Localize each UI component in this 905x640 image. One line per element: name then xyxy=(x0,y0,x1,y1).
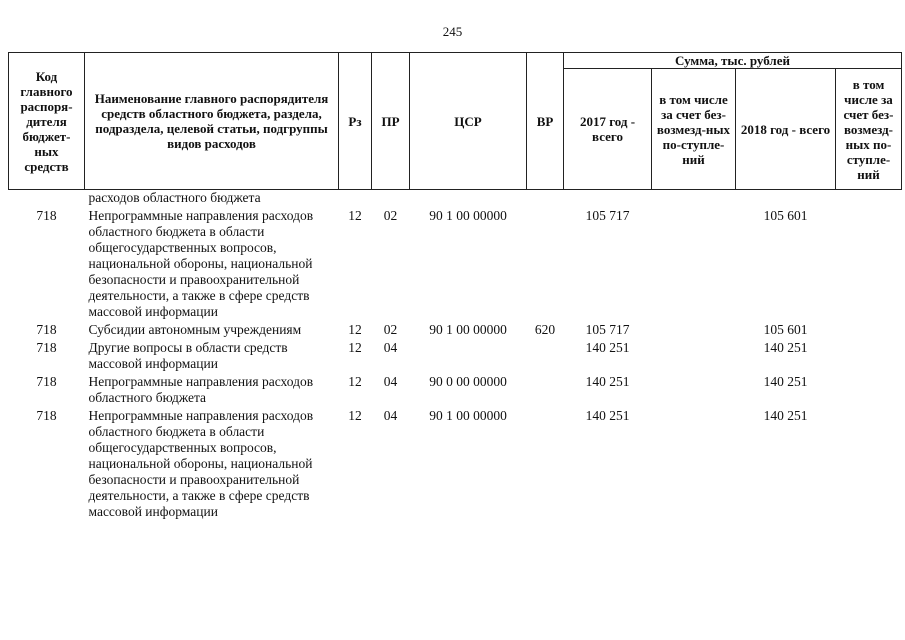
cell-sum-2018: 105 601 xyxy=(763,322,808,337)
cell-rz: 12 xyxy=(348,208,362,223)
cell-pr: 02 xyxy=(383,208,398,223)
header-vr: ВР xyxy=(527,53,564,190)
header-csr: ЦСР xyxy=(410,53,527,190)
continuation-row xyxy=(9,190,902,207)
cell-free-2017 xyxy=(652,206,736,320)
table-header xyxy=(9,53,902,190)
table-row xyxy=(9,372,902,406)
header-pr: ПР xyxy=(372,53,410,190)
cell-vr xyxy=(527,372,564,406)
cell-rz: 12 xyxy=(348,374,362,389)
cell-name: Другие вопросы в области средств массовой информации xyxy=(88,340,288,371)
cell-free-2018 xyxy=(836,320,902,338)
page-number: 245 xyxy=(442,24,463,39)
cell-csr: 90 1 00 00000 xyxy=(429,408,507,423)
header-sum-2018: 2018 год - всего xyxy=(736,69,836,190)
table-row xyxy=(9,206,902,320)
cell-free-2018 xyxy=(836,406,902,520)
table-body xyxy=(9,190,902,521)
cell-rz: 12 xyxy=(348,340,362,355)
cell-sum-2017: 105 717 xyxy=(585,208,630,223)
table-row xyxy=(9,338,902,372)
cell-sum-2018: 105 601 xyxy=(763,208,808,223)
cell-vr xyxy=(527,406,564,520)
cell-rz: 12 xyxy=(348,322,362,337)
cell-pr: 04 xyxy=(383,340,398,355)
cell-free-2017 xyxy=(652,338,736,372)
header-name: Наименование главного распорядителя средств областного бюджета, раздела, подраздела, целевой статьи, подгруппы видов расходов xyxy=(85,53,339,190)
cell-free-2017 xyxy=(652,320,736,338)
cell-csr xyxy=(410,338,527,372)
cell-sum-2018: 140 251 xyxy=(763,408,808,423)
continuation-text: расходов областного бюджета xyxy=(88,190,261,205)
cell-free-2018 xyxy=(836,206,902,320)
cell-csr: 90 0 00 00000 xyxy=(429,374,507,389)
cell-vr xyxy=(527,206,564,320)
cell-name: Субсидии автономным учреждениям xyxy=(88,322,302,337)
cell-vr xyxy=(527,338,564,372)
cell-code: 718 xyxy=(36,408,57,423)
cell-name: Непрограммные направления расходов областного бюджета в области общегосударственных вопросов, национальной обороны, национальной безопасности и правоохранительной деятельности, а также в сфере средств массовой информации xyxy=(88,208,314,319)
cell-code: 718 xyxy=(36,374,57,389)
cell-code: 718 xyxy=(36,322,57,337)
cell-free-2017 xyxy=(652,406,736,520)
header-rz: Рз xyxy=(339,53,372,190)
cell-pr: 04 xyxy=(383,374,398,389)
cell-name: Непрограммные направления расходов областного бюджета в области общегосударственных вопросов, национальной обороны, национальной безопасности и правоохранительной деятельности, а также в сфере средств массовой информации xyxy=(88,408,314,519)
cell-vr: 620 xyxy=(534,322,556,337)
cell-free-2018 xyxy=(836,372,902,406)
cell-csr: 90 1 00 00000 xyxy=(429,322,507,337)
cell-csr: 90 1 00 00000 xyxy=(429,208,507,223)
cell-free-2017 xyxy=(652,372,736,406)
header-sum-group: Сумма, тыс. рублей xyxy=(564,53,902,69)
header-free-2018: в том числе за счет без-возмезд-ных по-ступле-ний xyxy=(836,69,902,190)
cell-rz: 12 xyxy=(348,408,362,423)
cell-sum-2017: 105 717 xyxy=(585,322,630,337)
cell-sum-2017: 140 251 xyxy=(585,340,630,355)
budget-table xyxy=(8,52,902,520)
cell-sum-2017: 140 251 xyxy=(585,374,630,389)
cell-pr: 04 xyxy=(383,408,398,423)
cell-name: Непрограммные направления расходов областного бюджета xyxy=(88,374,314,405)
header-code: Код главного распоря-дителя бюджет-ных средств xyxy=(9,53,85,190)
table-row xyxy=(9,320,902,338)
header-sum-2017: 2017 год - всего xyxy=(564,69,652,190)
cell-pr: 02 xyxy=(383,322,398,337)
cell-code: 718 xyxy=(36,340,57,355)
cell-sum-2017: 140 251 xyxy=(585,408,630,423)
cell-sum-2018: 140 251 xyxy=(763,340,808,355)
cell-code: 718 xyxy=(36,208,57,223)
cell-sum-2018: 140 251 xyxy=(763,374,808,389)
header-free-2017: в том числе за счет без-возмезд-ных по-ступле-ний xyxy=(652,69,736,190)
table-row xyxy=(9,406,902,520)
cell-free-2018 xyxy=(836,338,902,372)
